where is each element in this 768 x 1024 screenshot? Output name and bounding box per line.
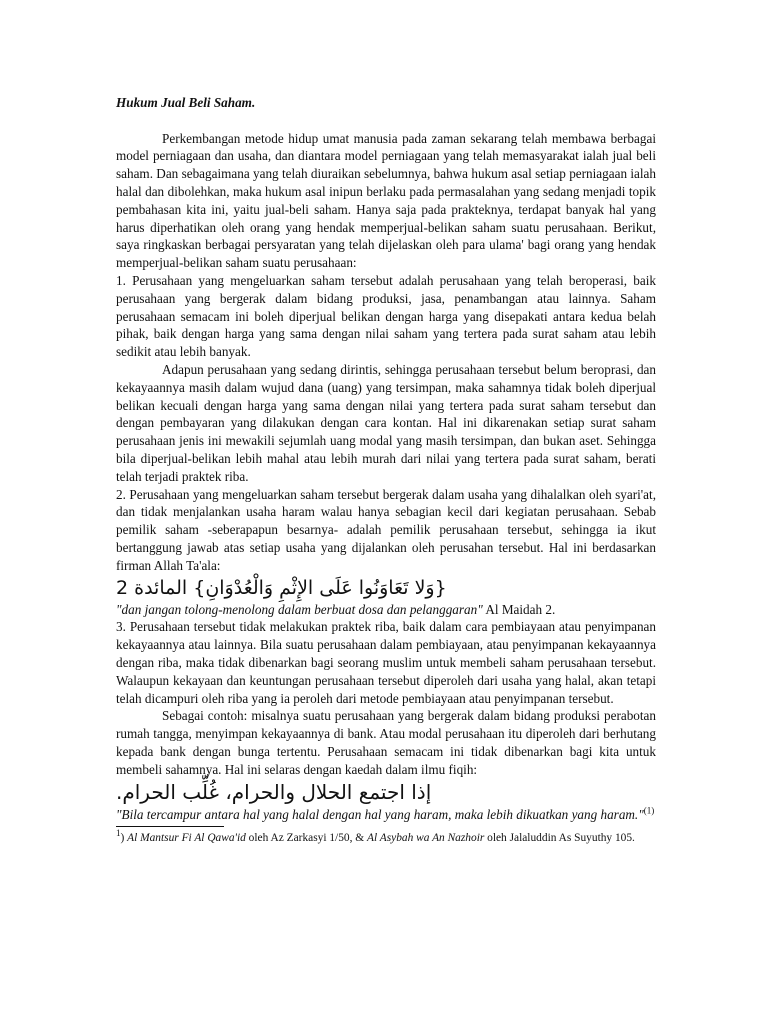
document-body: [116, 94, 656, 846]
arabic-fiqh-rule: إذا اجتمع الحلال والحرام، غُلِّب الحرام.: [116, 780, 432, 805]
fiqh-rule-text: "Bila tercampur antara hal yang halal dengan hal yang haram, maka lebih dikuatkan yang haram.": [116, 807, 644, 823]
arabic-verse: {وَلا تَعَاوَنُوا عَلَى الإِثْمِ وَالْعُدْوَانِ} المائدة 2: [116, 576, 447, 599]
paragraph-example: Sebagai contoh: misalnya suatu perusahaan yang bergerak dalam bidang produksi perabotan rumah tangga, menyimpan kekayaannya di bank. Atau modal perusahaan itu diperoleh dari berhutang kepada bank dengan bunga tertentu. Perusahaan semacam ini tidak dibenarkan bagi kita untuk membeli sahamnya. Hal ini selaras dengan kaedah dalam ilmu fiqih:: [116, 708, 656, 777]
footnote-work-2: Al Asybah wa An Nazhoir: [367, 832, 485, 845]
verse-reference: Al Maidah 2.: [482, 601, 556, 617]
footnote-marker: 1: [116, 828, 121, 839]
footnote-work-1: Al Mantsur Fi Al Qawa'id: [127, 832, 246, 845]
footnote-middle: oleh Az Zarkasyi 1/50, &: [245, 832, 367, 845]
paragraph-point-3: 3. Perusahaan tersebut tidak melakukan praktek riba, baik dalam cara pembiayaan atau penyimpanan kekayaannya atau lainnya. Bila suatu perusahaan dalam pembiayaan, atau penyimpanan kekayaannya dengan riba, maka tidak dibenarkan bagi seorang muslim untuk membeli saham perusahaan tersebut. Walaupun kekayaan dan keuntungan perusahaan tersebut diperoleh dari usaha yang halal, akan tetapi telah dicampuri oleh riba yang ia peroleh dari metode pembiayaan atau penyimpanan tersebut.: [116, 619, 656, 706]
paragraph-intro: Perkembangan metode hidup umat manusia pada zaman sekarang telah membawa berbagai model perniagaan dan usaha, dan diantara model perniagaan yang telah memasyarakat ialah jual beli saham. Dan sebagaimana yang telah diuraikan sebelumnya, bahwa hukum asal setiap perniagaan ialah halal dan dibolehkan, maka hukum asal inipun berlaku pada permasalahan yang sedang menjadi topik pembahasan kita ini, yaitu jual-beli saham. Hanya saja pada prakteknya, terdapat banyak hal yang harus diperhatikan oleh orang yang hendak memperjual-belikan saham suatu perusahaan. Berikut, saya ringkaskan berbagai persyaratan yang telah dijelaskan oleh para ulama' bagi orang yang hendak memperjual-belikan saham suatu perusahaan:: [116, 130, 656, 271]
verse-translation-text: "dan jangan tolong-menolong dalam berbuat dosa dan pelanggaran": [116, 601, 483, 617]
fiqh-rule-translation: [116, 806, 656, 824]
footnote-divider: [116, 826, 224, 827]
document-title: Hukum Jual Beli Saham.: [116, 95, 256, 110]
paragraph-point-2: 2. Perusahaan yang mengeluarkan saham tersebut bergerak dalam usaha yang dihalalkan oleh syari'at, dan tidak menjalankan usaha haram walau hanya sebagian kecil dari kegiatan perusahaan. Sebab pemilik saham -seberapapun besarnya- adalah pemilik perusahaan tersebut, sehingga ia ikut bertanggung jawab atas setiap usaha yang dijalankan oleh perusahan tersebut. Hal ini berdasarkan firman Allah Ta'ala:: [116, 486, 656, 573]
footnote: [116, 828, 656, 846]
footnote-prefix: ): [120, 832, 128, 845]
footnote-suffix: oleh Jalaluddin As Suyuthy 105.: [484, 832, 635, 845]
paragraph-point-1: 1. Perusahaan yang mengeluarkan saham tersebut adalah perusahaan yang telah beroperasi, baik perusahaan yang bergerak dalam bidang produksi, jasa, penambangan atau lainnya. Saham perusahaan semacam ini boleh diperjual belikan dengan harga yang disepakati antara kedua belah pihak, baik dengan harga yang sama dengan nilai saham yang tertera pada surat saham atau lebih sedikit atau lebih banyak.: [116, 272, 656, 360]
paragraph-point-1-detail: Adapun perusahaan yang sedang dirintis, sehingga perusahaan tersebut belum beroprasi, dan kekayaannya masih dalam wujud dana (uang) yang tersimpan, maka sahamnya tidak boleh diperjual belikan kecuali dengan harga yang sama dengan nilai yang tertera pada surat saham tersebut dan dengan pembayaran yang dilakukan dengan cara kontan. Hal ini dikarenakan setiap surat saham perusahaan jenis ini mewakili sejumlah uang modal yang masih tersimpan, dan bukan aset. Sehingga bila diperjual-belikan lebih mahal atau lebih murah dari nilai yang tertera pada surat saham, berati telah terjadi praktek riba.: [116, 361, 656, 484]
verse-translation: [116, 601, 656, 619]
footnote-reference: (1): [643, 806, 655, 817]
